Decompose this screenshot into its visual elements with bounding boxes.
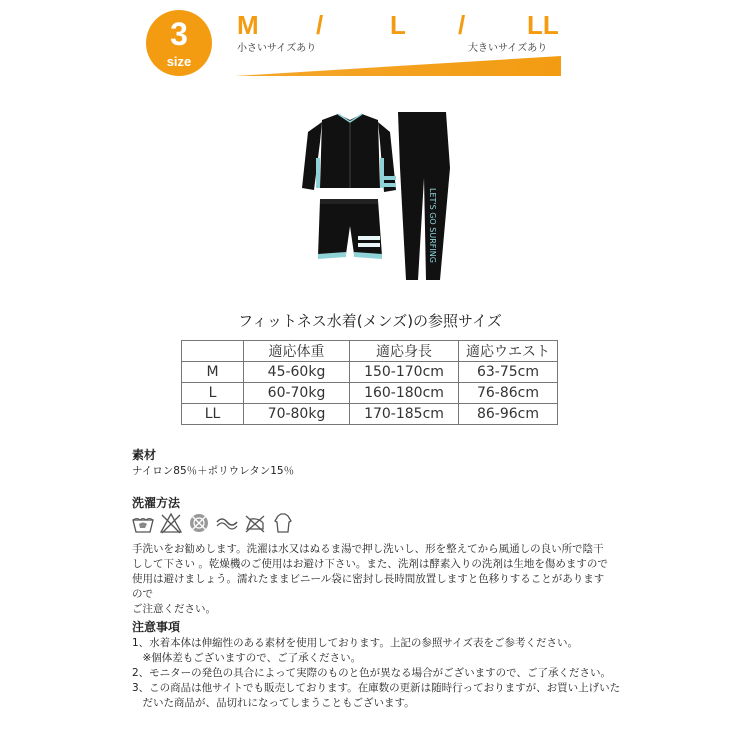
size-ll-label: LL <box>527 10 559 40</box>
table-cell: 45-60kg <box>244 362 350 383</box>
table-cell: 170-185cm <box>350 404 459 425</box>
table-cell: L <box>182 383 244 404</box>
no-dryer-icon <box>187 512 211 534</box>
table-header-cell <box>182 341 244 362</box>
note-line: ※個体差もございますので、ご了承ください。 <box>132 652 362 664</box>
size-count-number: 3 <box>170 16 188 52</box>
washing-text-line: 使用は避けましょう。濡れたままビニール袋に密封し長時間放置しますと色移りすることがありますので <box>132 573 605 600</box>
large-size-note: 大きいサイズあり <box>468 43 548 54</box>
table-row <box>182 383 558 404</box>
size-separator: / <box>458 10 466 40</box>
size-separator: / <box>316 10 324 40</box>
size-table <box>181 340 558 425</box>
product-image <box>280 108 470 298</box>
size-count-badge <box>146 10 212 76</box>
svg-text:LET'S GO SURFING: LET'S GO SURFING <box>428 188 437 263</box>
table-header-row <box>182 341 558 362</box>
table-row <box>182 362 558 383</box>
washing-text-line: 手洗いをお勧めします。洗濯は水又はぬるま湯で押し洗いし、形を整えてから風通しの良い所で陰干 <box>132 543 604 555</box>
washing-heading: 洗濯方法 <box>132 496 181 510</box>
table-cell: 76-86cm <box>459 383 558 404</box>
no-iron-icon <box>243 512 267 534</box>
hand-wash-icon <box>131 512 155 534</box>
note-line: だいた商品が、品切れになってしまうこともございます。 <box>132 697 415 709</box>
notes-list <box>132 636 620 711</box>
size-table-title: フィットネス水着(メンズ)の参照サイズ <box>238 312 502 330</box>
washing-text-line: しして下さい 。乾燥機のご使用はお避け下さい。また、洗剤は酵素入りの洗剤は生地を傷めますので <box>132 558 608 570</box>
table-header-cell: 適応ウエスト <box>459 341 558 362</box>
small-size-note: 小さいサイズあり <box>237 43 317 54</box>
table-cell: M <box>182 362 244 383</box>
rash-guard-jacket <box>302 114 396 192</box>
table-cell: 86-96cm <box>459 404 558 425</box>
table-cell: 63-75cm <box>459 362 558 383</box>
hang-dry-icon <box>215 512 239 534</box>
note-line: 1、水着本体は伸縮性のある素材を使用しております。上記の参照サイズ表をご参考ください。 <box>132 637 578 649</box>
no-bleach-icon <box>159 512 183 534</box>
washing-icons <box>131 512 301 536</box>
size-m-label: M <box>237 10 259 40</box>
table-header-cell: 適応体重 <box>244 341 350 362</box>
table-header-cell: 適応身長 <box>350 341 459 362</box>
size-count-label: size <box>166 54 192 69</box>
size-l-label: L <box>390 10 406 40</box>
notes-heading: 注意事項 <box>132 620 181 634</box>
material-text: ナイロン85％＋ポリウレタン15％ <box>132 465 295 477</box>
washing-instructions <box>132 542 612 617</box>
table-row <box>182 404 558 425</box>
size-gradient-bar <box>235 54 565 78</box>
table-cell: 60-70kg <box>244 383 350 404</box>
table-cell: 150-170cm <box>350 362 459 383</box>
note-line: 2、モニターの発色の具合によって実際のものと色が異なる場合がございますので、ご了承ください。 <box>132 667 611 679</box>
leggings <box>398 112 450 280</box>
swim-shorts <box>318 199 382 259</box>
table-cell: 70-80kg <box>244 404 350 425</box>
note-line: 3、この商品は他サイトでも販売しております。在庫数の更新は随時行っておりますが、お買い上げいた <box>132 682 621 694</box>
washing-text-line: ご注意ください。 <box>132 603 216 615</box>
table-cell: 160-180cm <box>350 383 459 404</box>
no-dry-clean-icon <box>271 512 295 534</box>
material-heading: 素材 <box>132 448 157 462</box>
table-cell: LL <box>182 404 244 425</box>
